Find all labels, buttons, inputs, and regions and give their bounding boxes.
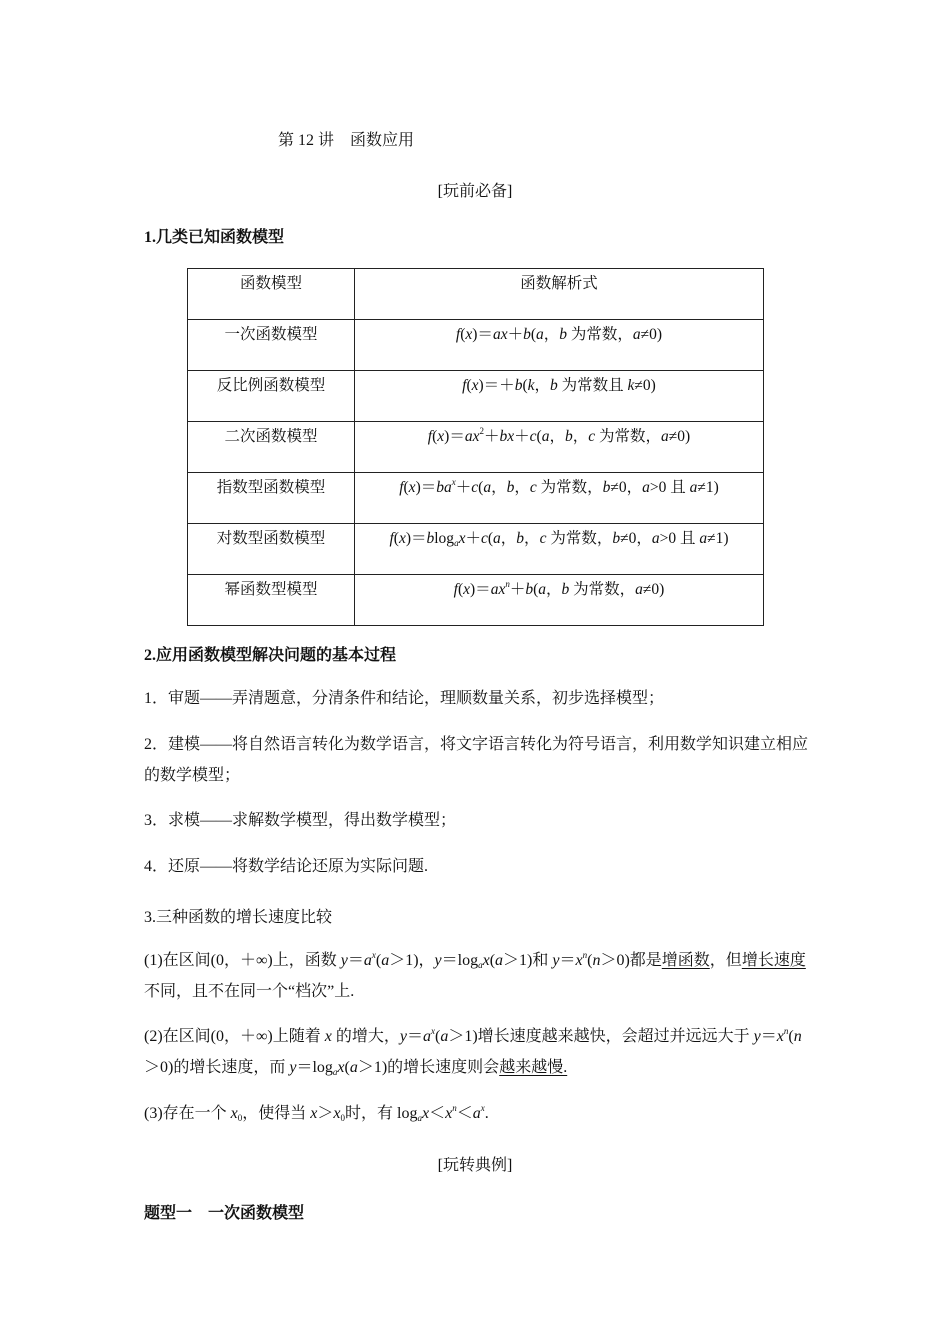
model-name: 反比例函数模型 — [188, 371, 355, 422]
model-formula: $f(x)=ax^2+bx+c(a$，b，c 为常数，a≠0) — [355, 422, 764, 473]
underlined-term: 增函数 — [661, 952, 710, 969]
table-row — [188, 575, 764, 626]
section-prep-heading: [玩前必备] — [437, 183, 513, 200]
model-name: 对数型函数模型 — [188, 524, 355, 575]
table-row — [188, 524, 764, 575]
model-formula: f(x)＝ax＋b(a，b 为常数，a≠0) — [355, 320, 764, 371]
table-row — [188, 371, 764, 422]
table-row — [188, 320, 764, 371]
heading-growth: 3.三种函数的增长速度比较 — [144, 909, 333, 926]
heading-models: 1.几类已知函数模型 — [144, 229, 285, 246]
model-name: 幂函数型模型 — [188, 575, 355, 626]
growth-point-1: (1)在区间(0，＋∞)上，函数 $y=a^x(a>1)$，$y=\log_ax(a>1)$和 $y=x^n(n>0)$都是增函数，但增长速度不同，且不在同一个“档次”上. — [144, 950, 806, 1000]
table-row — [188, 473, 764, 524]
growth-point-3: (3)存在一个 $x_0$，使得当 $x>x_0$时，有 $\log_ax<x^n<a^x$. — [144, 1103, 489, 1123]
underlined-term: 越来越慢. — [499, 1059, 568, 1076]
table-header-cell: 函数解析式 — [355, 269, 764, 320]
model-name: 一次函数模型 — [188, 320, 355, 371]
model-name: 指数型函数模型 — [188, 473, 355, 524]
step-item: 4．还原——将数学结论还原为实际问题. — [144, 858, 429, 875]
section-examples-heading: [玩转典例] — [437, 1157, 513, 1174]
table-row — [188, 422, 764, 473]
table-header-row — [188, 269, 764, 320]
step-item: 1．审题——弄清题意，分清条件和结论，理顺数量关系，初步选择模型； — [144, 690, 665, 707]
function-model-table — [187, 268, 764, 626]
model-formula: f(x)＝＋b(k，b 为常数且 k≠0) — [355, 371, 764, 422]
type-heading: 题型一 一次函数模型 — [144, 1205, 305, 1222]
model-formula: $f(x)=ax^n+b(a$，b 为常数，a≠0) — [355, 575, 764, 626]
step-item: 3．求模——求解数学模型，得出数学模型； — [144, 812, 457, 829]
model-name: 二次函数模型 — [188, 422, 355, 473]
heading-process: 2.应用函数模型解决问题的基本过程 — [144, 647, 397, 664]
model-formula: $f(x)=ba^x+c(a$，b，c 为常数，b≠0，a>0 且 a≠1) — [355, 473, 764, 524]
table-header-cell: 函数模型 — [188, 269, 355, 320]
step-item: 2．建模——将自然语言转化为数学语言，将文字语言转化为符号语言，利用数学知识建立相应的数学模型； — [144, 736, 809, 784]
lecture-title: 第 12 讲 函数应用 — [278, 132, 415, 149]
underlined-term: 增长速度 — [741, 952, 806, 969]
growth-point-2: (2)在区间(0，＋∞)上随着 x 的增大，$y=a^x(a>1)$增长速度越来越快，会超过并远远大于 $y=x^n(n>0)$的增长速度，而 $y=\log_ax(a>1)$的增长速度则会越来越慢. — [144, 1026, 802, 1077]
model-formula: f(x)＝blog$_a$x＋c(a，b，c 为常数，b≠0，a>0 且 a≠1) — [355, 524, 764, 575]
